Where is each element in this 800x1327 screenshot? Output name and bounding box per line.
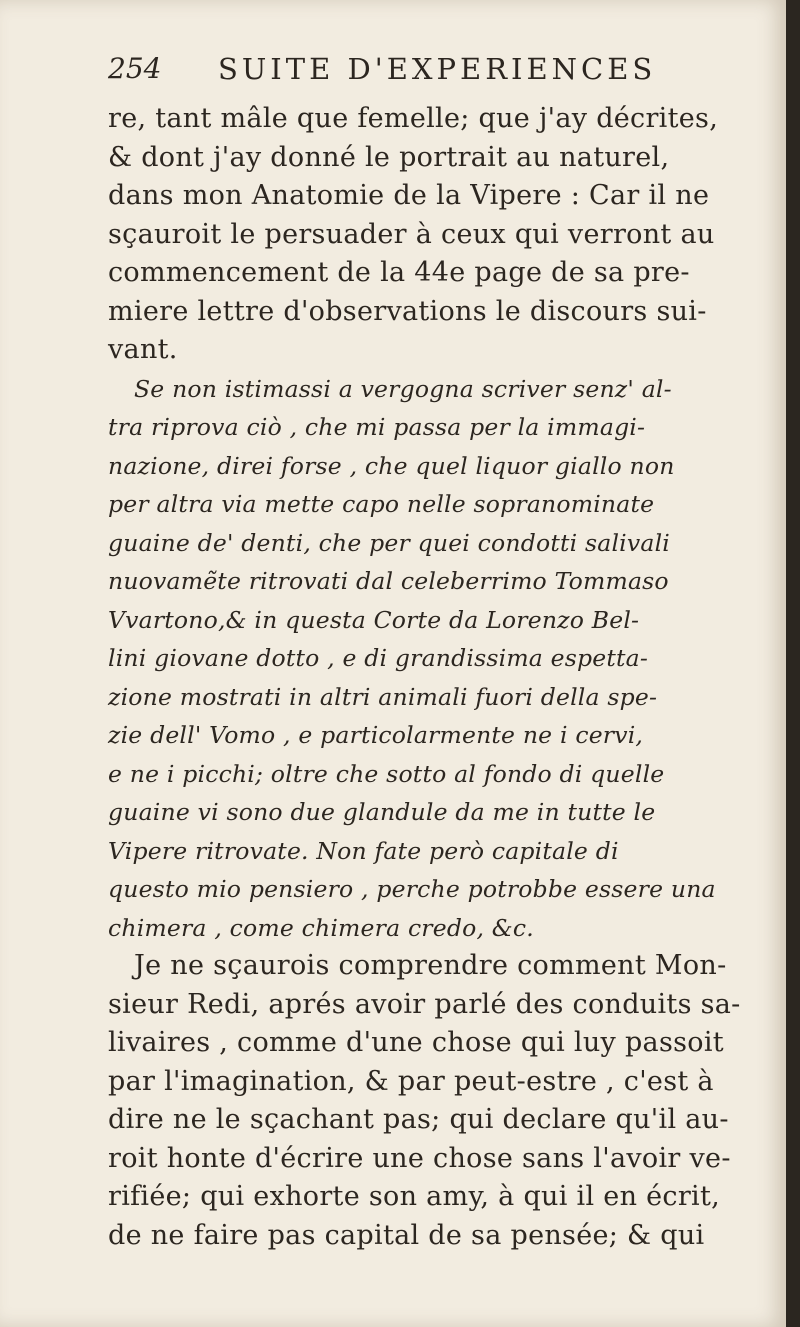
text-line: sieur Redi, aprés avoir parlé des conduits sa- — [108, 988, 741, 1020]
text-line: e ne i picchi; oltre che sotto al fondo di quelle — [108, 759, 665, 788]
text-line: miere lettre d'observations le discours sui- — [108, 295, 707, 327]
text-line: per altra via mette capo nelle sopranominate — [108, 490, 655, 518]
text-line: rifiée; qui exhorte son amy, à qui il en écrit, — [108, 1181, 721, 1212]
text-line: Vipere ritrovate. Non fate però capitale di — [108, 836, 619, 865]
running-head: SUITE D'EXPERIENCES — [218, 52, 657, 86]
paragraph-french-intro — [108, 100, 763, 370]
page-header — [108, 52, 668, 92]
text-line: Se non istimassi a vergogna scriver senz' al- — [134, 374, 672, 403]
text-line: zione mostrati in altri animali fuori della spe- — [108, 682, 658, 711]
text-line: chimera , come chimera credo, &c. — [108, 913, 534, 942]
text-line: de ne faire pas capital de sa pensée; & qui — [108, 1219, 705, 1251]
text-line: vant. — [108, 334, 178, 365]
text-line: dire ne le sçachant pas; qui declare qu'il au- — [108, 1104, 729, 1135]
paragraph-french-commentary — [108, 947, 763, 1255]
text-line: guaine vi sono due glandule da me in tutte le — [108, 798, 656, 826]
text-line: commencement de la 44e page de sa pre- — [108, 257, 690, 288]
text-line: lini giovane dotto , e di grandissima espetta- — [108, 644, 649, 672]
text-line: par l'imagination, & par peut-estre , c'est à — [108, 1065, 714, 1097]
text-line: questo mio pensiero , perche potrobbe essere una — [108, 875, 716, 903]
text-line: sçauroit le persuader à ceux qui verront au — [108, 218, 715, 250]
page-number: 254 — [108, 52, 162, 85]
text-line: re, tant mâle que femelle; que j'ay décrites, — [108, 103, 719, 134]
paragraph-italian-quote — [108, 370, 763, 948]
text-line: roit honte d'écrire une chose sans l'avoir ve- — [108, 1142, 731, 1174]
page-gutter-edge — [786, 0, 800, 1327]
text-line: Je ne sçaurois comprendre comment Mon- — [134, 950, 727, 981]
text-line: tra riprova ciò , che mi passa per la immagi- — [108, 413, 646, 441]
text-line: dans mon Anatomie de la Vipere : Car il ne — [108, 180, 710, 211]
text-line: zie dell' Vomo , e particolarmente ne i cervi, — [108, 721, 644, 749]
text-line: livaires , comme d'une chose qui luy passoit — [108, 1027, 724, 1058]
body-text — [108, 100, 763, 1255]
text-line: nuovamẽte ritrovati dal celeberrimo Tommaso — [108, 567, 669, 595]
text-line: nazione, direi forse , che quel liquor giallo non — [108, 451, 675, 480]
text-line: guaine de' denti, che per quei condotti salivali — [108, 528, 671, 557]
text-line: & dont j'ay donné le portrait au naturel, — [108, 141, 670, 173]
text-line: Vvartono,& in questa Corte da Lorenzo Bel- — [108, 605, 640, 634]
